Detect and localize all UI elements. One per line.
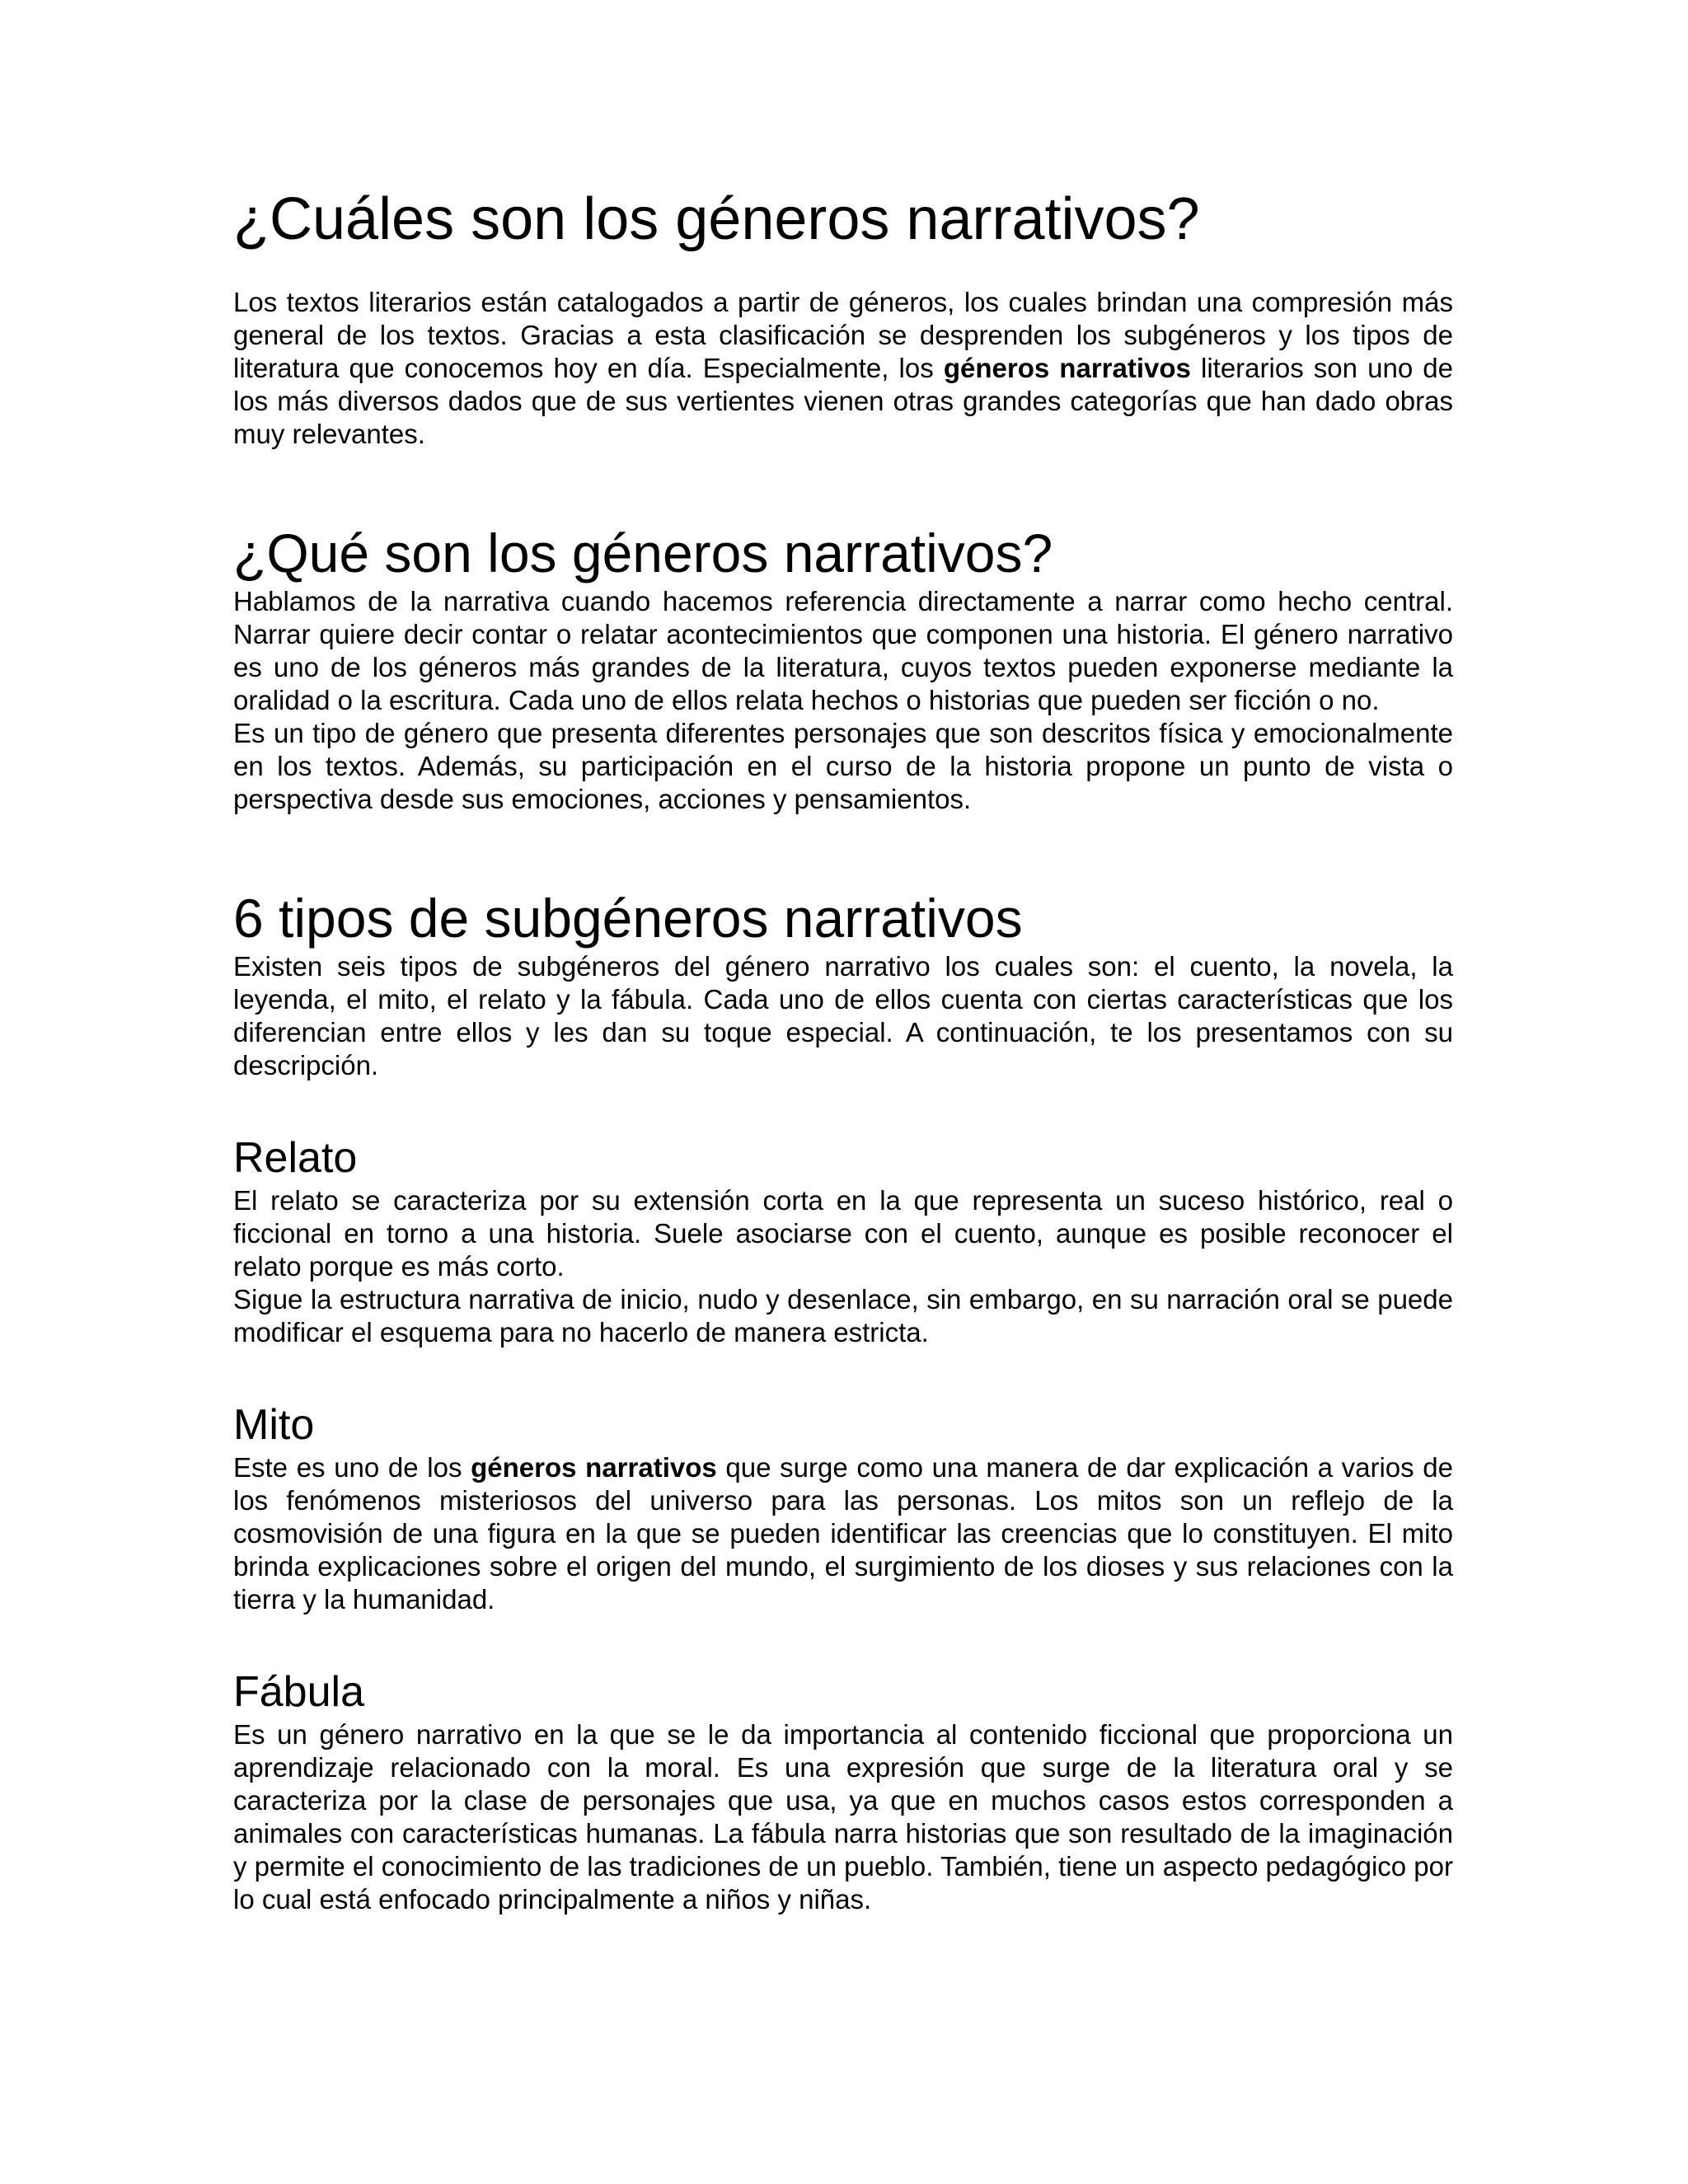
subsection-heading-relato: Relato bbox=[233, 1134, 358, 1182]
fabula-paragraph: Es un género narrativo en la que se le da importancia al contenido ficcional que proporciona un aprendizaje relacionado con la moral. Es una expresión que surge de la literatura oral y se caracteriza por la clase de personajes que usa, ya que en muchos casos estos corresponden a animales con características humanas. La fábula narra historias que son resultado de la imaginación y permite el conocimiento de las tradiciones de un pueblo. También, tiene un aspecto pedagógico por lo cual está enfocado principalmente a niños y niñas. bbox=[233, 1719, 1453, 1915]
intro-paragraph bbox=[233, 286, 1453, 451]
section-heading-tipos: 6 tipos de subgéneros narrativos bbox=[233, 888, 1023, 949]
mito-text-end: que surge como una manera de dar explicación a varios de los fenómenos misteriosos del universo para las personas. Los mitos son un reflejo de la cosmovisión de una figura en la que se pueden identificar las creencias que lo constituyen. El mito brinda explicaciones sobre el origen del mundo, el surgimiento de los dioses y sus relaciones con la tierra y la humanidad. bbox=[233, 1452, 1453, 1615]
que-son-paragraph-2: Es un tipo de género que presenta diferentes personajes que son descritos física y emocionalmente en los textos. Además, su participación en el curso de la historia propone un punto de vista o perspectiva desde sus emociones, acciones y pensamientos. bbox=[233, 718, 1453, 814]
mito-bold-term: géneros narrativos bbox=[471, 1452, 717, 1483]
intro-text-end: literarios son uno de los más diversos dados que de sus vertientes vienen otras grandes categorías que han dado obras muy relevantes. bbox=[233, 353, 1453, 449]
mito-text-start: Este es uno de los bbox=[233, 1452, 471, 1483]
document-body bbox=[233, 185, 1453, 1916]
relato-paragraph-1: El relato se caracteriza por su extensión corta en la que representa un suceso histórico, real o ficcional en torno a una historia. Suele asociarse con el cuento, aunque es posible reconocer el relato porque es más corto. bbox=[233, 1185, 1453, 1282]
subsection-heading-fabula: Fábula bbox=[233, 1668, 364, 1716]
page-title: ¿Cuáles son los géneros narrativos? bbox=[233, 186, 1200, 252]
section-heading-que-son: ¿Qué son los géneros narrativos? bbox=[233, 523, 1053, 583]
intro-bold-term: géneros narrativos bbox=[943, 353, 1191, 383]
relato-paragraph-2: Sigue la estructura narrativa de inicio, nudo y desenlace, sin embargo, en su narración oral se puede modificar el esquema para no hacerlo de manera estricta. bbox=[233, 1284, 1453, 1347]
que-son-paragraph-1: Hablamos de la narrativa cuando hacemos referencia directamente a narrar como hecho central. Narrar quiere decir contar o relatar acontecimientos que componen una historia. El género narrativo es uno de los géneros más grandes de la literatura, cuyos textos pueden exponerse mediante la oralidad o la escritura. Cada uno de ellos relata hechos o historias que pueden ser ficción o no. bbox=[233, 586, 1453, 715]
tipos-paragraph: Existen seis tipos de subgéneros del género narrativo los cuales son: el cuento, la novela, la leyenda, el mito, el relato y la fábula. Cada uno de ellos cuenta con ciertas características que los diferencian entre ellos y les dan su toque especial. A continuación, te los presentamos con su descripción. bbox=[233, 951, 1453, 1080]
intro-text-start: Los textos literarios están catalogados a partir de géneros, los cuales brindan una compresión más general de los textos. Gracias a esta clasificación se desprenden los subgéneros y los tipos de literatura que conocemos hoy en día. Especialmente, los bbox=[233, 287, 1453, 383]
mito-paragraph bbox=[233, 1451, 1453, 1616]
subsection-heading-mito: Mito bbox=[233, 1401, 315, 1449]
